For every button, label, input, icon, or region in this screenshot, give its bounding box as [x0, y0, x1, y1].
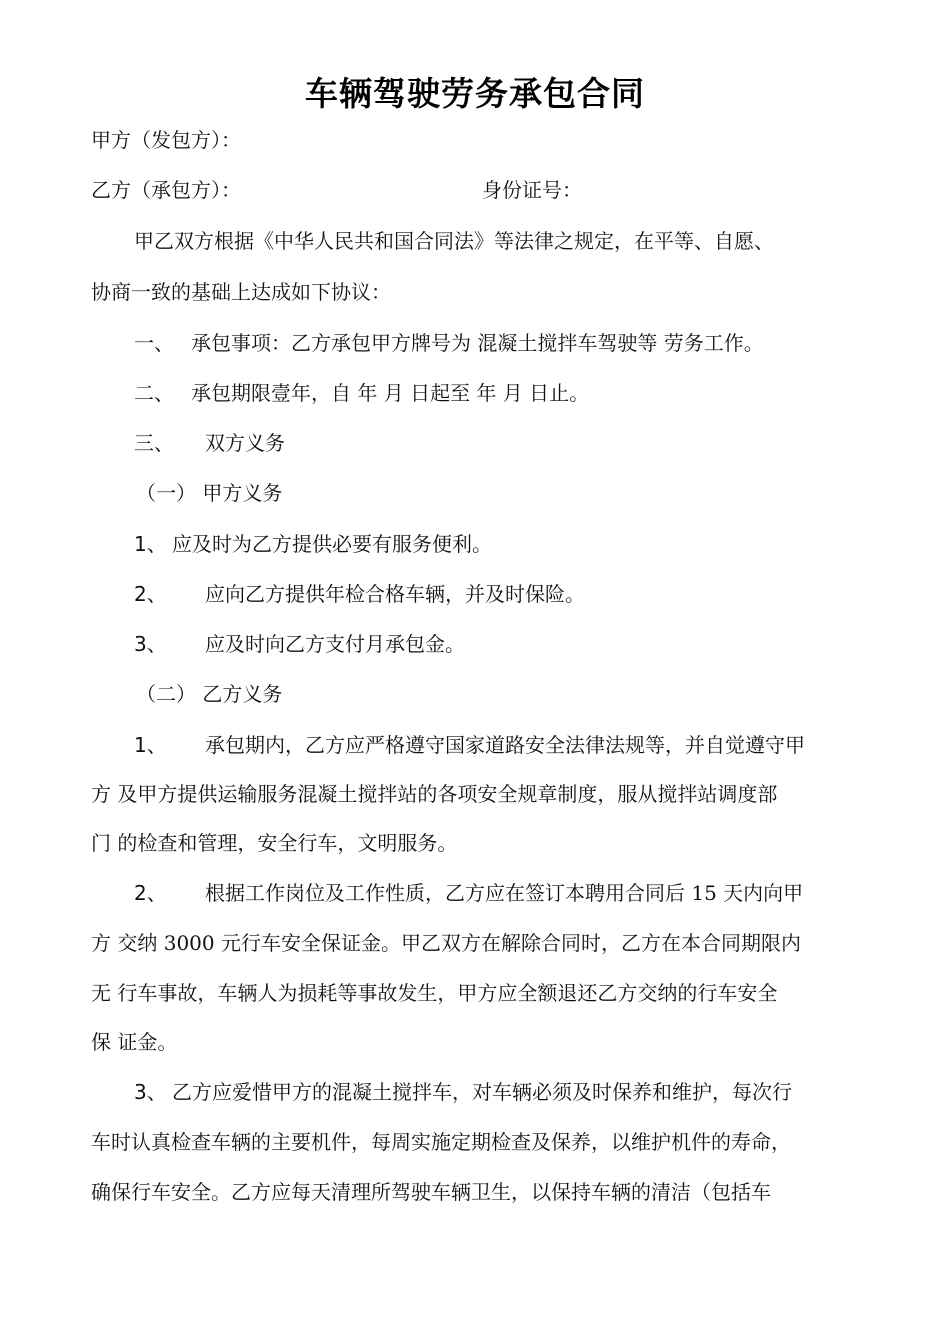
clause-2-number: 二、	[134, 381, 174, 405]
a-duty-number: 3、	[134, 632, 167, 656]
clause-3-text: 双方义务	[205, 431, 285, 455]
a-duty-number: 1、	[134, 532, 167, 556]
intro-line: 甲乙双方根据《中华人民共和国合同法》等法律之规定，在平等、自愿、	[134, 229, 774, 253]
a-duty-number: 2、	[134, 582, 167, 606]
b-duty-text: 保 证金。	[91, 1030, 178, 1054]
clause-1-text: 承包事项：乙方承包甲方牌号为 混凝土搅拌车驾驶等 劳务工作。	[191, 331, 764, 355]
a-duty-text: 应及时向乙方支付月承包金。	[205, 632, 465, 656]
party-b-duties-heading: （二） 乙方义务	[136, 682, 283, 706]
document-title: 车辆驾驶劳务承包合同	[305, 74, 645, 113]
b-duty-number: 3、	[134, 1080, 167, 1104]
party-b-id-label: 身份证号：	[482, 178, 582, 202]
clause-3-number: 三、	[134, 431, 174, 455]
party-b-label: 乙方（承包方）：	[91, 178, 241, 202]
a-duty-text: 应向乙方提供年检合格车辆，并及时保险。	[205, 582, 585, 606]
b-duty-number: 2、	[134, 881, 167, 905]
b-duty-text: 门 的检查和管理，安全行车，文明服务。	[91, 831, 458, 855]
party-a-duties-heading: （一） 甲方义务	[136, 481, 283, 505]
b-duty-text: 无 行车事故，车辆人为损耗等事故发生，甲方应全额退还乙方交纳的行车安全	[91, 981, 778, 1005]
b-duty-text: 确保行车安全。乙方应每天清理所驾驶车辆卫生，以保持车辆的清洁（包括车	[91, 1180, 771, 1204]
b-duty-text: 根据工作岗位及工作性质，乙方应在签订本聘用合同后 15 天内向甲	[205, 881, 804, 905]
b-duty-text: 承包期内，乙方应严格遵守国家道路安全法律法规等，并自觉遵守甲	[205, 733, 805, 757]
b-duty-text: 乙方应爱惜甲方的混凝土搅拌车，对车辆必须及时保养和维护，每次行	[172, 1080, 792, 1104]
clause-1-number: 一、	[134, 331, 174, 355]
a-duty-text: 应及时为乙方提供必要有服务便利。	[172, 532, 492, 556]
party-a-label: 甲方（发包方）：	[91, 128, 241, 152]
b-duty-text: 车时认真检查车辆的主要机件，每周实施定期检查及保养，以维护机件的寿命，	[91, 1130, 791, 1154]
b-duty-number: 1、	[134, 733, 167, 757]
intro-line: 协商一致的基础上达成如下协议：	[91, 280, 391, 304]
clause-2-text: 承包期限壹年，自 年 月 日起至 年 月 日止。	[191, 381, 590, 405]
b-duty-text: 方 交纳 3000 元行车安全保证金。甲乙双方在解除合同时，乙方在本合同期限内	[91, 931, 801, 955]
b-duty-text: 方 及甲方提供运输服务混凝土搅拌站的各项安全规章制度，服从搅拌站调度部	[91, 782, 778, 806]
